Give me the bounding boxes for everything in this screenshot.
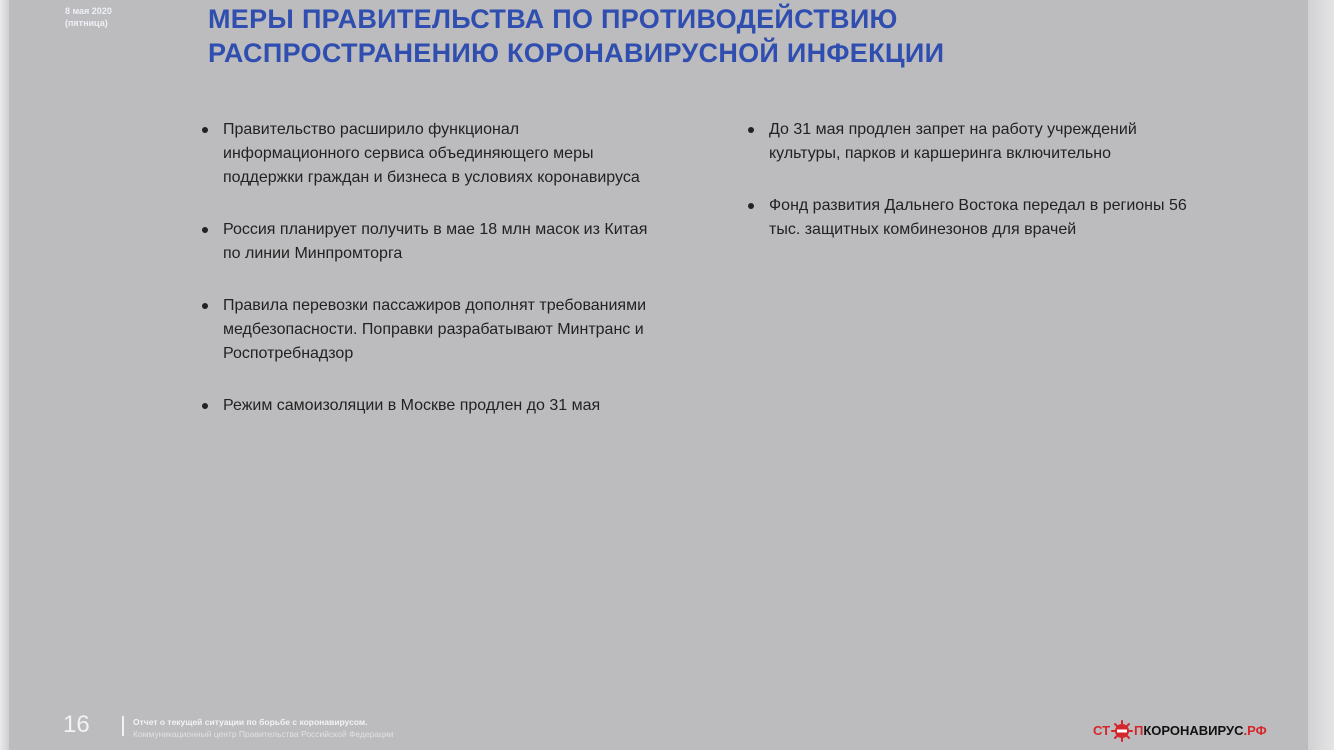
right-bullet-list xyxy=(746,118,1266,242)
bullet-icon xyxy=(202,403,208,409)
logo-main-text: КОРОНАВИРУС xyxy=(1143,723,1244,738)
list-item-line: тыс. защитных комбинезонов для врачей xyxy=(769,221,1077,238)
logo-prefix: СТ xyxy=(1093,723,1111,738)
list-item-line: по линии Минпромторга xyxy=(223,245,403,262)
page-title xyxy=(208,2,1108,70)
right-column xyxy=(746,118,1266,270)
list-item xyxy=(746,118,1266,166)
left-edge xyxy=(0,0,9,750)
bullet-icon xyxy=(748,127,754,133)
bullet-icon xyxy=(748,203,754,209)
list-item-line: До 31 мая продлен запрет на работу учреждений xyxy=(769,121,1137,138)
list-item xyxy=(200,294,720,366)
footer-caption xyxy=(133,716,393,740)
title-line-1: МЕРЫ ПРАВИТЕЛЬСТВА ПО ПРОТИВОДЕЙСТВИЮ xyxy=(208,4,898,34)
report-title: Отчет о текущей ситуации по борьбе с коронавирусом. xyxy=(133,717,368,727)
left-column xyxy=(200,118,720,446)
virus-icon xyxy=(1111,720,1133,742)
date-line: 8 мая 2020 xyxy=(65,6,112,16)
left-bullet-list xyxy=(200,118,720,418)
list-item-line: медбезопасности. Поправки разрабатывают Минтранс и xyxy=(223,321,644,338)
list-item xyxy=(746,194,1266,242)
right-edge xyxy=(1308,0,1334,750)
stopcoronavirus-logo xyxy=(1093,718,1267,744)
footer-divider xyxy=(122,716,124,736)
title-line-2: РАСПРОСТРАНЕНИЮ КОРОНАВИРУСНОЙ ИНФЕКЦИИ xyxy=(208,38,945,68)
list-item-line: Россия планирует получить в мае 18 млн масок из Китая xyxy=(223,221,648,238)
weekday-line: (пятница) xyxy=(65,18,108,28)
list-item-line: Правительство расширило функционал xyxy=(223,121,520,138)
organization-name: Коммуникационный центр Правительства Российской Федерации xyxy=(133,729,394,739)
list-item-line: Режим самоизоляции в Москве продлен до 31 мая xyxy=(223,397,601,414)
list-item-line: Правила перевозки пассажиров дополнят требованиями xyxy=(223,297,647,314)
bullet-icon xyxy=(202,127,208,133)
list-item-line: культуры, парков и каршеринга включительно xyxy=(769,145,1111,162)
list-item-line: поддержки граждан и бизнеса в условиях коронавируса xyxy=(223,169,640,186)
bullet-icon xyxy=(202,303,208,309)
bullet-icon xyxy=(202,227,208,233)
list-item-line: Роспотребнадзор xyxy=(223,345,354,362)
list-item-line: Фонд развития Дальнего Востока передал в регионы 56 xyxy=(769,197,1187,214)
list-item-line: информационного сервиса объединяющего меры xyxy=(223,145,594,162)
logo-letter-p: П xyxy=(1134,723,1144,738)
logo-domain: .РФ xyxy=(1243,723,1267,738)
list-item xyxy=(200,394,720,418)
list-item xyxy=(200,118,720,190)
date-label xyxy=(65,5,112,29)
list-item xyxy=(200,218,720,266)
page-number: 16 xyxy=(63,711,90,738)
